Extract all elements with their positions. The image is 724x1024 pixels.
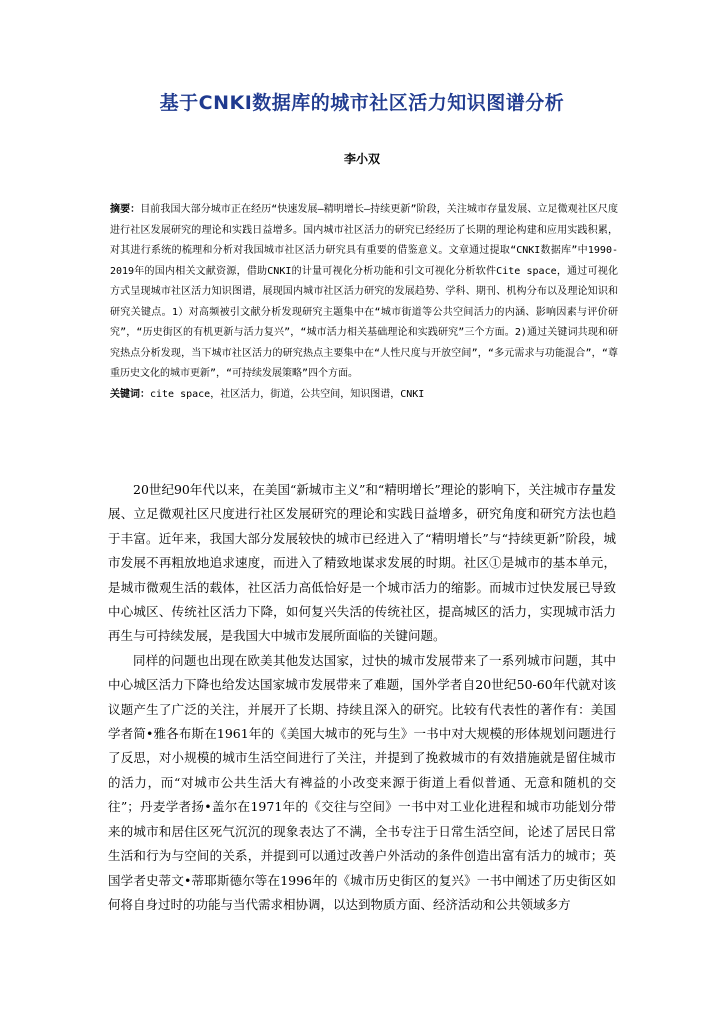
body-paragraph: 同样的问题也出现在欧美其他发达国家，过快的城市发展带来了一系列城市问题，其中中心城区活力下降也给发达国家城市发展带来了难题，国外学者自20世纪50-60年代就对该议题产生了广泛的关注，并展开了长期、持续且深入的研究。比较有代表性的著作有：美国学者简•雅各布斯在1961年的《美国大城市的死与生》一书中对大规模的形体规划问题进行了反思，对小规模的城市生活空间进行了关注，并提到了挽救城市的有效措施就是留住城市的活力，而“对城市公共生活大有裨益的小改变来源于街道上看似普通、无意和随机的交往”；丹麦学者扬•盖尔在1971年的《交往与空间》一书中对工业化进程和城市功能划分带来的城市和居住区死气沉沉的现象表达了不满，全书专注于日常生活空间，论述了居民日常生活和行为与空间的关系，并提到可以通过改善户外活动的条件创造出富有活力的城市；英国学者史蒂文•蒂耶斯德尔等在1996年的《城市历史街区的复兴》一书中阐述了历史街区如何将自身过时的功能与当代需求相协调，以达到物质方面、经济活动和公共领域多方 <box>108 652 616 912</box>
abstract-paragraph <box>110 200 618 385</box>
keywords-label: 关键词： <box>110 388 150 400</box>
body-section <box>108 478 616 917</box>
abstract-label: 摘要： <box>110 204 141 215</box>
keywords-paragraph <box>110 385 618 406</box>
abstract-text: 目前我国大部分城市正在经历“快速发展—精明增长—持续更新”阶段，关注城市存量发展、立足微观社区尺度进行社区发展研究的理论和实践日益增多。国内城市社区活力的研究已经经历了长期的理论构建和应用实践积累，对其进行系统的梳理和分析对我国城市社区活力研究具有重要的借鉴意义。文章通过提取“CNKI数据库”中1990-2019年的国内相关文献资源，借助CNKI的计量可视化分析功能和引文可视化分析软件Cite space，通过可视化方式呈现城市社区活力知识图谱，展现国内城市社区活力研究的发展趋势、学科、期刊、机构分布以及理论知识和研究关键点。1）对高频被引文献分析发现研究主题集中在“城市街道等公共空间活力的内涵、影响因素与评价研究”，“历史街区的有机更新与活力复兴”，“城市活力相关基础理论和实践研究”三个方面。2)通过关键词共现和研究热点分析发现，当下城市社区活力的研究热点主要集中在“人性尺度与开放空间”，“多元需求与功能混合”，“尊重历史文化的城市更新”，“可持续发展策略”四个方面。 <box>110 204 618 379</box>
paper-title: 基于CNKI数据库的城市社区活力知识图谱分析 <box>159 92 565 114</box>
body-paragraph: 20世纪90年代以来，在美国“新城市主义”和“精明增长”理论的影响下，关注城市存量发展、立足微观社区尺度进行社区发展研究的理论和实践日益增多，研究角度和研究方法也趋于丰富。近年来，我国大部分发展较快的城市已经进入了“精明增长”与“持续更新”阶段，城市发展不再粗放地追求速度，而进入了精致地谋求发展的时期。社区①是城市的基本单元，是城市微观生活的载体，社区活力高低恰好是一个城市活力的缩影。而城市过快发展已导致中心城区、传统社区活力下降，如何复兴失活的传统社区，提高城区的活力，实现城市活力再生与可持续发展，是我国大中城市发展所面临的关键问题。 <box>108 482 616 644</box>
keywords-text: cite space，社区活力，街道，公共空间，知识图谱，CNKI <box>150 388 425 400</box>
abstract-section <box>110 200 618 405</box>
author-name: 李小双 <box>343 152 380 166</box>
